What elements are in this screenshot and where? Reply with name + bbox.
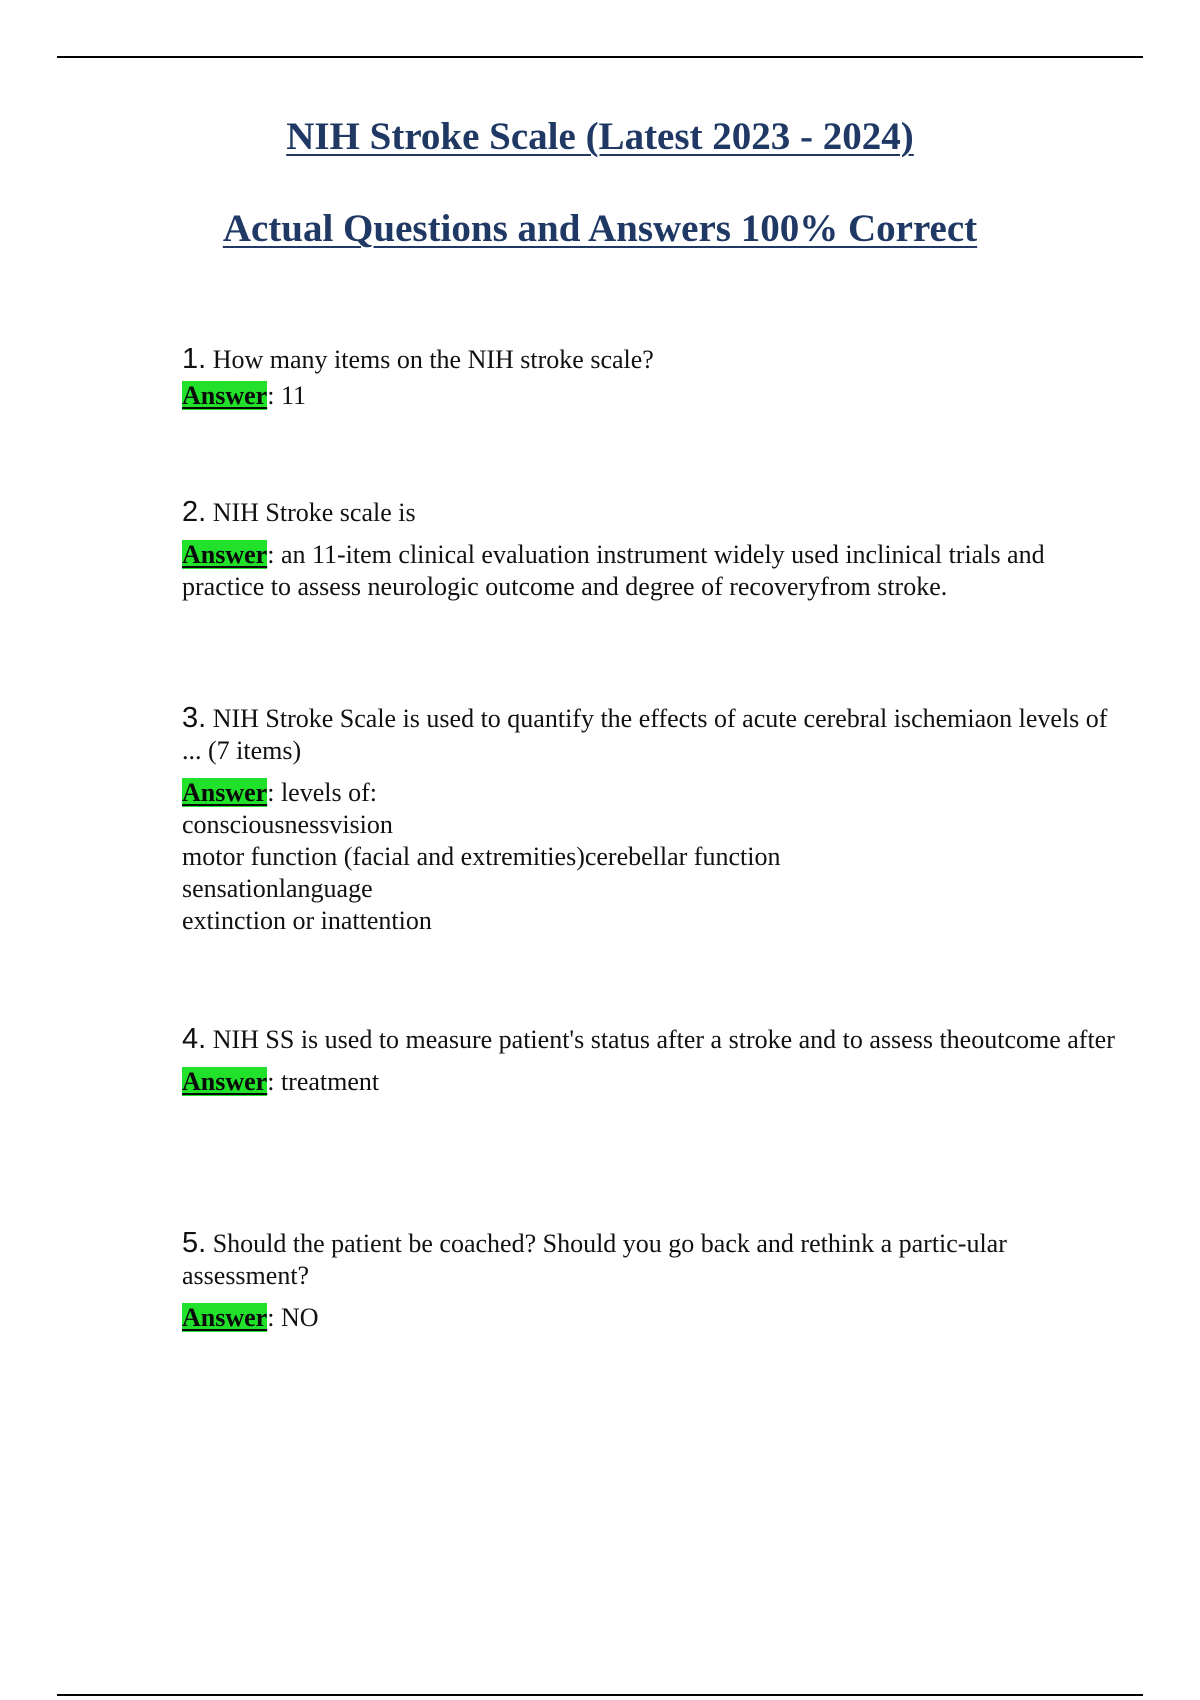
answer-1: Answer: 11 xyxy=(182,381,306,410)
answer-label: Answer xyxy=(182,381,268,410)
question-number: 1. xyxy=(182,343,207,375)
answer-text: an 11-item clinical evaluation instrument widely used inclinical trials and practice to assess neurologic outcome and degree of recoveryfrom stroke. xyxy=(182,540,1045,601)
qa-item-5 xyxy=(182,1227,1132,1334)
question-2 xyxy=(182,496,1132,529)
question-text: How many items on the NIH stroke scale? xyxy=(212,345,654,374)
answer-list xyxy=(182,809,1132,937)
question-3 xyxy=(182,702,1132,767)
document-title: NIH Stroke Scale (Latest 2023 - 2024) xyxy=(286,115,914,158)
bottom-rule xyxy=(57,1694,1143,1696)
answer-text: levels of: xyxy=(280,778,377,807)
answer-first-line: Answer: levels of: xyxy=(182,778,377,807)
question-text: NIH Stroke scale is xyxy=(212,498,416,527)
top-rule xyxy=(57,56,1143,58)
answer-text: 11 xyxy=(280,381,306,410)
answer-label: Answer xyxy=(182,1303,268,1332)
question-text: NIH Stroke Scale is used to quantify the effects of acute cerebral ischemiaon levels of ... (7 items) xyxy=(182,704,1108,765)
answer-list-item: consciousnessvision xyxy=(182,810,393,839)
answer-label: Answer xyxy=(182,540,268,569)
qa-item-1 xyxy=(182,343,1132,412)
question-number: 2. xyxy=(182,496,207,528)
answer-text: NO xyxy=(280,1303,319,1332)
answer-list-item: extinction or inattention xyxy=(182,906,432,935)
question-1 xyxy=(182,343,1132,376)
question-text: NIH SS is used to measure patient's status after a stroke and to assess theoutcome after xyxy=(212,1025,1115,1054)
question-4 xyxy=(182,1023,1132,1056)
answer-text: treatment xyxy=(280,1067,380,1096)
answer-list-item: motor function (facial and extremities)cerebellar function xyxy=(182,842,781,871)
question-number: 5. xyxy=(182,1227,207,1259)
qa-item-3 xyxy=(182,702,1132,937)
answer-2: Answer: an 11-item clinical evaluation instrument widely used inclinical trials and practice to assess neurologic outcome and degree of recoveryfrom stroke. xyxy=(182,540,1045,601)
answer-5: Answer: NO xyxy=(182,1303,319,1332)
qa-item-4 xyxy=(182,1023,1132,1098)
question-number: 3. xyxy=(182,702,207,734)
qa-item-2 xyxy=(182,496,1132,603)
answer-4: Answer: treatment xyxy=(182,1067,380,1096)
answer-label: Answer xyxy=(182,1067,268,1096)
answer-3 xyxy=(182,777,1132,937)
question-5 xyxy=(182,1227,1132,1292)
question-text: Should the patient be coached? Should you go back and rethink a partic-ular assessment? xyxy=(182,1229,1007,1290)
answer-list-item: sensationlanguage xyxy=(182,874,373,903)
answer-label: Answer xyxy=(182,778,268,807)
question-number: 4. xyxy=(182,1023,207,1055)
document-subtitle: Actual Questions and Answers 100% Correct xyxy=(222,207,978,250)
